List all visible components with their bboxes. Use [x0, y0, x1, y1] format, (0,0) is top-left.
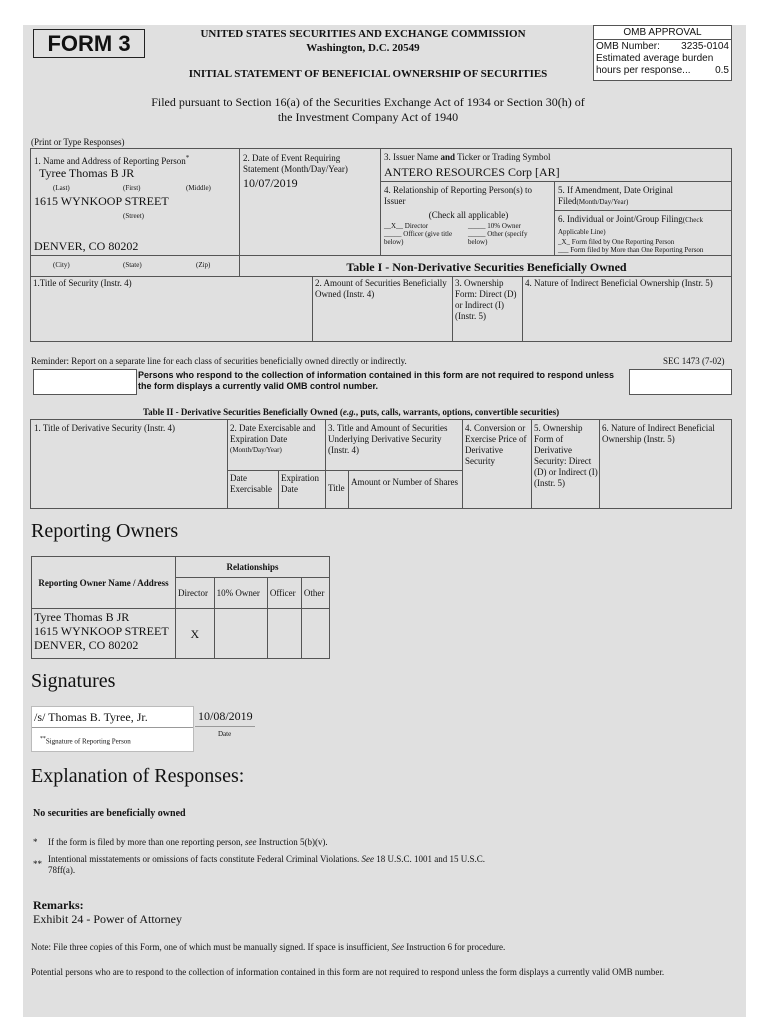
divider — [227, 470, 325, 471]
owner-address-cell — [32, 609, 176, 659]
box5-label: 5. If Amendment, Date Original Filed — [558, 185, 673, 206]
box4-label: 4. Relationship of Reporting Person(s) to Issuer — [384, 185, 532, 206]
table1-col2: 2. Amount of Securities Beneficially Owned (Instr. 4) — [313, 277, 453, 342]
table2-col3: 3. Title and Amount of Securities Underlying Derivative Security (Instr. 4) — [328, 423, 448, 455]
label-street: (Street) — [123, 212, 144, 220]
box5-sub: (Month/Day/Year) — [576, 198, 629, 206]
director-header: Director — [176, 578, 215, 609]
divider — [227, 420, 228, 508]
box1-star: * — [185, 154, 190, 162]
owner-street: 1615 WYNKOOP STREET — [34, 624, 169, 638]
divider — [348, 470, 349, 508]
box4-ten-pct: _____ 10% Owner — [468, 222, 521, 230]
table2-col4: 4. Conversion or Exercise Price of Derivative Security — [465, 423, 527, 466]
note2-pre: Intentional misstatements or omissions of facts constitute Federal Criminal Violations. — [48, 854, 362, 864]
issuer-value: ANTERO RESOURCES Corp [AR] — [384, 165, 560, 179]
box3-label-post: Ticker or Trading Symbol — [455, 152, 551, 162]
print-note: (Print or Type Responses) — [31, 137, 125, 147]
divider — [32, 727, 193, 728]
table2-col3-title: Title — [328, 483, 345, 493]
persons-who-respond: Persons who respond to the collection of information contained in this form are not required to respond unless the form displays a currently valid OMB control number. — [138, 370, 615, 391]
box3-issuer — [380, 148, 732, 182]
box4-relationship — [380, 181, 555, 256]
omb-number-value: 3235-0104 — [681, 41, 729, 52]
other-header: Other — [301, 578, 329, 609]
signature-label-wrap — [40, 735, 131, 745]
box3-label-wrap — [384, 152, 551, 163]
note2-post2: 78ff(a). — [48, 865, 76, 875]
label-last: (Last) — [53, 184, 70, 192]
owner-name-header: Reporting Owner Name / Address — [32, 557, 176, 609]
date-label: Date — [218, 730, 232, 738]
event-date-value: 10/07/2019 — [243, 176, 298, 190]
omb-title: OMB APPROVAL — [594, 26, 731, 40]
label-middle: (Middle) — [186, 184, 211, 192]
divider — [31, 255, 239, 256]
omb-approval-box — [593, 25, 732, 81]
form-page — [23, 25, 746, 1017]
reporting-person-name: Tyree Thomas B JR — [39, 166, 135, 180]
divider — [599, 420, 600, 508]
divider — [278, 470, 279, 508]
table2-col2-date-ex: Date Exercisable — [230, 473, 272, 494]
box4-officer: _____ Officer (give title below) — [384, 230, 453, 246]
divider — [462, 420, 463, 508]
owner-other-cell — [301, 609, 329, 659]
officer-header: Officer — [267, 578, 301, 609]
table2-title-eg: e.g. — [342, 407, 356, 417]
no-securities: No securities are beneficially owned — [33, 808, 186, 819]
omb-burden-line1: Estimated average burden — [596, 53, 714, 64]
box6-filing — [554, 210, 732, 256]
table2-col6: 6. Nature of Indirect Beneficial Ownership (Instr. 5) — [602, 423, 715, 444]
agency-location: Washington, D.C. 20549 — [306, 42, 420, 54]
omb-burden-line2: hours per response... — [596, 65, 691, 76]
street-value: 1615 WYNKOOP STREET — [34, 194, 169, 208]
divider — [195, 726, 255, 727]
box6-label: 6. Individual or Joint/Group Filing — [558, 214, 683, 224]
table2-col2: 2. Date Exercisable and Expiration Date — [230, 423, 316, 444]
divider — [531, 420, 532, 508]
table2-col2-wrap — [230, 423, 325, 456]
owner-officer-cell — [267, 609, 301, 659]
table1-title: Table I - Non-Derivative Securities Beneficially Owned — [346, 260, 627, 274]
note1-see: see — [244, 837, 257, 847]
signature-label-star: ** — [40, 736, 46, 742]
note2 — [48, 854, 485, 876]
note2-mark: ** — [33, 859, 42, 869]
reminder-left-box — [33, 369, 137, 395]
reporting-owners-heading: Reporting Owners — [31, 520, 179, 542]
omb-burden-value: 0.5 — [715, 65, 729, 76]
reminder-text: Reminder: Report on a separate line for each class of securities beneficially owned directly or indirectly. — [31, 356, 407, 366]
table-row — [32, 609, 330, 659]
box6-line1: _X_ Form filed by One Reporting Person — [558, 238, 675, 246]
box3-label-and: and — [440, 152, 455, 162]
divider — [325, 470, 462, 471]
box4-other: _____ Other (specify below) — [468, 230, 528, 246]
label-first: (First) — [123, 184, 141, 192]
table2-title-pre: Table II - Derivative Securities Beneficially Owned ( — [143, 407, 343, 417]
signature-label: Signature of Reporting Person — [45, 737, 131, 746]
label-city: (City) — [53, 261, 70, 269]
omb-number-label: OMB Number: — [596, 41, 660, 52]
remarks-label: Remarks: — [33, 898, 84, 912]
box1-label: 1. Name and Address of Reporting Person — [34, 156, 186, 166]
box6-label-wrap — [558, 214, 730, 238]
box5-label-wrap — [558, 185, 730, 208]
potential-persons: Potential persons who are to respond to the collection of information contained in this form are not required to respond unless the form displays a currently valid OMB number. — [31, 967, 665, 977]
table1 — [30, 276, 732, 342]
box4-check-all: (Check all applicable) — [428, 210, 509, 220]
city-value: DENVER, CO 80202 — [34, 239, 139, 253]
note2-see: See — [361, 854, 374, 864]
table2 — [30, 419, 732, 509]
note1 — [48, 837, 328, 848]
filed-pursuant-line2: the Investment Company Act of 1940 — [277, 110, 459, 124]
table2-col1: 1. Title of Derivative Security (Instr. 4) — [34, 423, 175, 433]
note2-post1: 18 U.S.C. 1001 and 15 U.S.C. — [374, 854, 486, 864]
note-file-pre: Note: File three copies of this Form, one of which must be manually signed. If space is insufficient, — [31, 942, 392, 952]
box3-label-pre: 3. Issuer Name — [384, 152, 441, 162]
signatures-heading: Signatures — [31, 670, 116, 692]
note-file-see: See — [391, 942, 405, 952]
agency-name: UNITED STATES SECURITIES AND EXCHANGE COMMISSION — [200, 28, 526, 40]
table2-title-post: , puts, calls, warrants, options, convertible securities) — [355, 407, 560, 417]
box2-event-date — [239, 148, 381, 256]
table2-col5: 5. Ownership Form of Derivative Security: Direct (D) or Indirect (I) (Instr. 5) — [534, 423, 598, 488]
signature-box — [31, 706, 194, 752]
owner-city: DENVER, CO 80202 — [34, 638, 139, 652]
label-state: (State) — [123, 261, 142, 269]
divider — [325, 420, 326, 508]
reporting-owners-table — [31, 556, 330, 659]
note1-post: Instruction 5(b)(v). — [256, 837, 328, 847]
owner-name: Tyree Thomas B JR — [34, 610, 130, 624]
date-box — [193, 706, 257, 752]
box6-check: (Check Applicable Line) — [558, 216, 703, 236]
owner-director-cell: X — [176, 609, 215, 659]
remarks-value: Exhibit 24 - Power of Attorney — [33, 912, 182, 926]
note-file — [31, 942, 505, 953]
table2-title-wrap — [143, 407, 559, 418]
signature-date: 10/08/2019 — [198, 709, 253, 723]
note1-mark: * — [33, 837, 38, 847]
box4-director: __X__ Director — [384, 222, 429, 230]
table2-col3-amount: Amount or Number of Shares — [351, 477, 458, 487]
explanation-heading: Explanation of Responses: — [31, 765, 245, 787]
owner-ten-pct-cell — [214, 609, 267, 659]
box1-label-wrap — [34, 153, 189, 167]
table1-col3: 3. Ownership Form: Direct (D) or Indirect (I) (Instr. 5) — [453, 277, 523, 342]
statement-title: INITIAL STATEMENT OF BENEFICIAL OWNERSHIP OF SECURITIES — [188, 68, 548, 80]
note-file-post: Instruction 6 for procedure. — [404, 942, 506, 952]
ten-pct-header: 10% Owner — [214, 578, 267, 609]
reminder-right-box — [629, 369, 732, 395]
table1-col4: 4. Nature of Indirect Beneficial Ownership (Instr. 5) — [523, 277, 732, 342]
table1-col1: 1.Title of Security (Instr. 4) — [31, 277, 313, 342]
table2-col2-sub: (Month/Day/Year) — [230, 446, 282, 454]
sec-number: SEC 1473 (7-02) — [663, 356, 725, 366]
filed-pursuant-line1: Filed pursuant to Section 16(a) of the Securities Exchange Act of 1934 or Section 30(h) of — [151, 95, 585, 109]
table2-col2-exp: Expiration Date — [281, 473, 319, 494]
box6-line2: ___ Form filed by More than One Reporting Person — [558, 246, 704, 254]
label-zip: (Zip) — [196, 261, 211, 269]
box5-amendment — [554, 181, 732, 211]
form-title: FORM 3 — [47, 31, 131, 56]
table1-title-box — [239, 255, 732, 277]
form-title-box — [33, 29, 145, 58]
relationships-header: Relationships — [176, 557, 330, 578]
signature-value: /s/ Thomas B. Tyree, Jr. — [34, 710, 148, 724]
box2-label: 2. Date of Event Requiring Statement (Month/Day/Year) — [243, 153, 348, 174]
note1-pre: If the form is filed by more than one reporting person, — [48, 837, 245, 847]
box1-reporting-person — [30, 148, 240, 277]
